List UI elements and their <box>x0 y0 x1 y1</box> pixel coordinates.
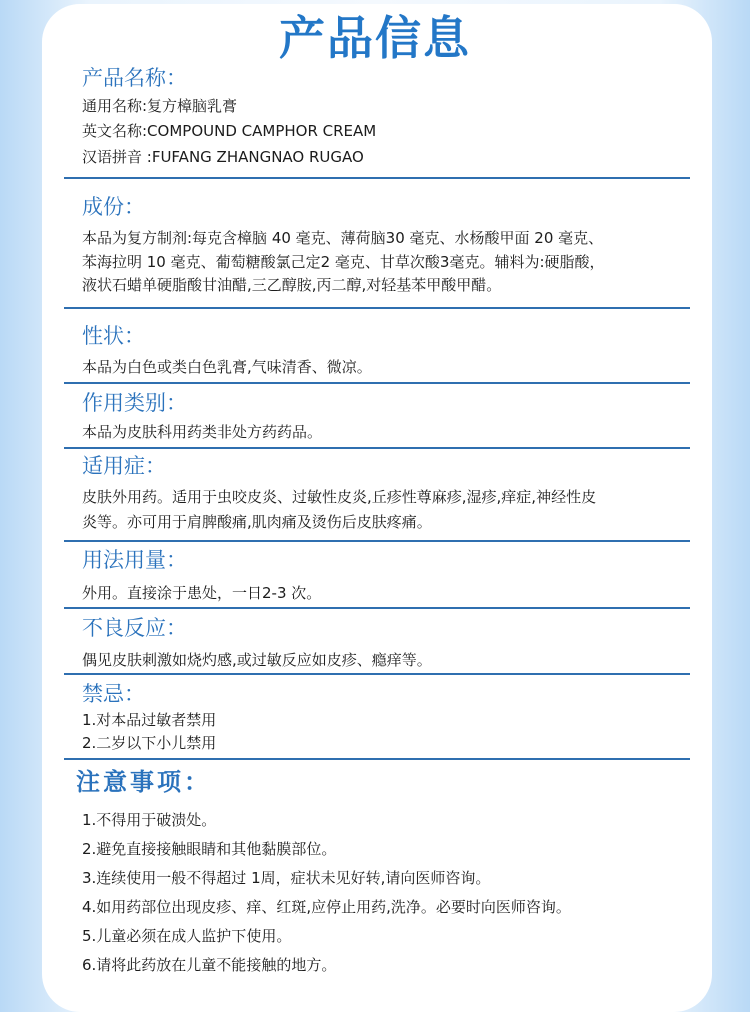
precaution-line: 5.儿童必须在成人监护下使用。 <box>82 927 292 945</box>
pinyin-name-line: 汉语拼音 :FUFANG ZHANGNAO RUGAO <box>82 148 364 166</box>
category-line: 本品为皮肤科用药类非处方药药品。 <box>82 423 323 441</box>
usage-line: 外用。直接涂于患处，一日2-3 次。 <box>82 584 322 602</box>
section-heading-adverse-reactions: 不良反应： <box>82 616 187 640</box>
section-divider <box>64 177 690 179</box>
precaution-line: 1.不得用于破溃处。 <box>82 811 217 829</box>
section-heading-category: 作用类别： <box>82 391 187 415</box>
section-divider <box>64 447 690 449</box>
section-divider <box>64 607 690 609</box>
contraindication-line: 1.对本品过敏者禁用 <box>82 711 217 729</box>
character-line: 本品为白色或类白色乳膏,气味清香、微凉。 <box>82 358 372 376</box>
section-divider <box>64 758 690 760</box>
ingredients-line: 本品为复方制剂:每克含樟脑 40 毫克、薄荷脑30 毫克、水杨酸甲面 20 毫克、 <box>82 229 604 247</box>
precaution-line: 3.连续使用一般不得超过 1周，症状未见好转,请向医师咨询。 <box>82 869 491 887</box>
indications-line: 皮肤外用药。适用于虫咬皮炎、过敏性皮炎,丘疹性尊麻疹,湿疹,痒症,神经性皮 <box>82 488 597 506</box>
section-heading-character: 性状： <box>82 324 145 348</box>
precaution-line: 2.避免直接接触眼睛和其他黏膜部位。 <box>82 840 337 858</box>
section-heading-ingredients: 成份： <box>82 195 145 219</box>
section-heading-contraindications: 禁忌： <box>82 682 145 706</box>
precaution-line: 6.请将此药放在儿童不能接触的地方。 <box>82 956 337 974</box>
section-divider <box>64 307 690 309</box>
section-divider <box>64 540 690 542</box>
section-heading-indications: 适用症： <box>82 454 166 478</box>
ingredients-line: 液状石蜡单硬脂酸甘油醋,三乙醇胺,丙二醇,对轻基苯甲酸甲醋。 <box>82 276 502 294</box>
contraindication-line: 2.二岁以下小儿禁用 <box>82 734 217 752</box>
section-divider <box>64 673 690 675</box>
adverse-line: 偶见皮肤刺激如烧灼感,或过敏反应如皮疹、瘾痒等。 <box>82 651 432 669</box>
indications-line: 炎等。亦可用于肩脾酸痛,肌肉痛及烫伤后皮肤疼痛。 <box>82 513 432 531</box>
english-name-line: 英文名称:COMPOUND CAMPHOR CREAM <box>82 122 377 140</box>
section-divider <box>64 382 690 384</box>
precaution-line: 4.如用药部位出现皮疹、痒、红斑,应停止用药,洗净。必要时向医师咨询。 <box>82 898 571 916</box>
page-title: 产品信息 <box>279 11 471 65</box>
section-heading-usage: 用法用量： <box>82 548 187 572</box>
generic-name-line: 通用名称:复方樟脑乳膏 <box>82 97 238 115</box>
section-heading-product-name: 产品名称： <box>82 66 187 90</box>
section-heading-precautions: 注意事项： <box>76 768 211 796</box>
ingredients-line: 苯海拉明 10 毫克、葡萄糖酸氯己定2 毫克、甘草次酸3毫克。辅料为:硬脂酸， <box>82 253 605 271</box>
